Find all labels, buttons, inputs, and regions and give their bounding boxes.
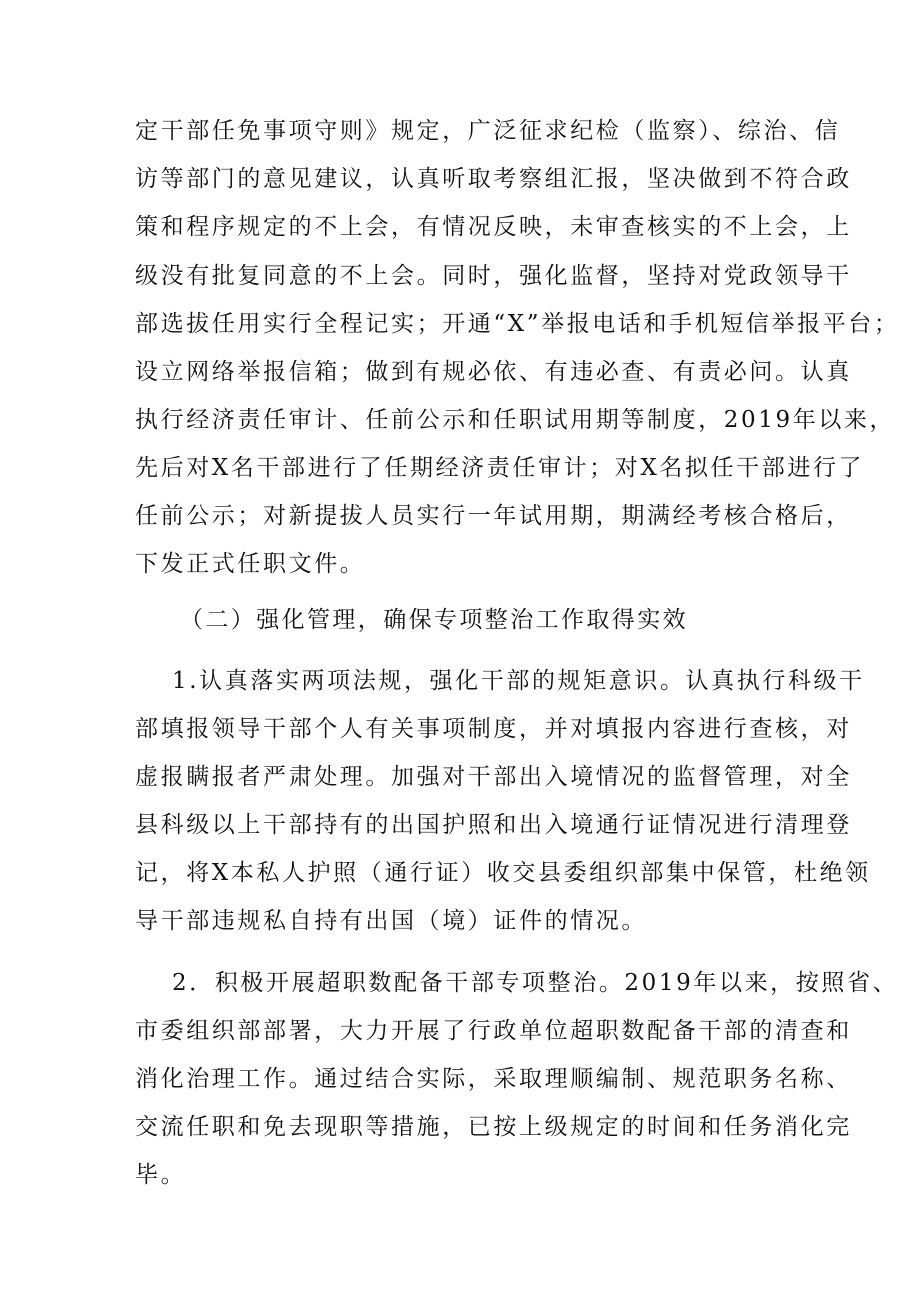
body-text-line: 级没有批复同意的不上会。同时，强化监督，坚持对党政领导干: [135, 263, 852, 289]
body-text-line: 消化治理工作。通过结合实际，采取理顺编制、规范职务名称、: [135, 1066, 852, 1092]
body-text-line: 访等部门的意见建议，认真听取考察组汇报，坚决做到不符合政: [135, 166, 852, 192]
body-text-line: 设立网络举报信箱；做到有规必依、有违必查、有责必问。认真: [135, 359, 852, 385]
body-text-line: 下发正式任职文件。: [135, 551, 366, 577]
body-text-line: 记，将X本私人护照（通行证）收交县委组织部集中保管，杜绝领: [135, 860, 871, 886]
body-text-line: 任前公示；对新提拔人员实行一年试用期，期满经考核合格后，: [135, 503, 852, 529]
body-text-line: 导干部违规私自持有出国（境）证件的情况。: [135, 908, 647, 934]
body-text-line: 交流任职和免去现职等措施，已按上级规定的时间和任务消化完: [135, 1114, 852, 1140]
body-text-line: 先后对X名干部进行了任期经济责任审计；对X名拟任干部进行了: [135, 455, 865, 481]
body-text-line: 市委组织部部署，大力开展了行政单位超职数配备干部的清查和: [135, 1018, 852, 1044]
body-text-line: 策和程序规定的不上会，有情况反映，未审查核实的不上会，上: [135, 214, 852, 240]
body-text-line: 定干部任免事项守则》规定，广泛征求纪检（监察）、综治、信: [135, 118, 841, 144]
body-text-line: 虚报瞒报者严肃处理。加强对干部出入境情况的监督管理，对全: [135, 764, 852, 790]
body-text-line: 部选拔任用实行全程记实；开通“X”举报电话和手机短信举报平台；: [135, 311, 900, 337]
body-text-line: 部填报领导干部个人有关事项制度，并对填报内容进行查核，对: [135, 716, 852, 742]
body-text-line: 县科级以上干部持有的出国护照和出入境通行证情况进行清理登: [135, 812, 852, 838]
section-heading: （二）强化管理，确保专项整治工作取得实效: [180, 607, 688, 633]
body-text-line: 毕。: [135, 1162, 187, 1188]
body-text-line: 执行经济责任审计、任前公示和任职试用期等制度，2019年以来，: [135, 407, 896, 433]
paragraph-first-line: 1.认真落实两项法规，强化干部的规矩意识。认真执行科级干: [172, 668, 865, 694]
paragraph-first-line: 2．积极开展超职数配备干部专项整治。2019年以来，按照省、: [172, 970, 899, 996]
